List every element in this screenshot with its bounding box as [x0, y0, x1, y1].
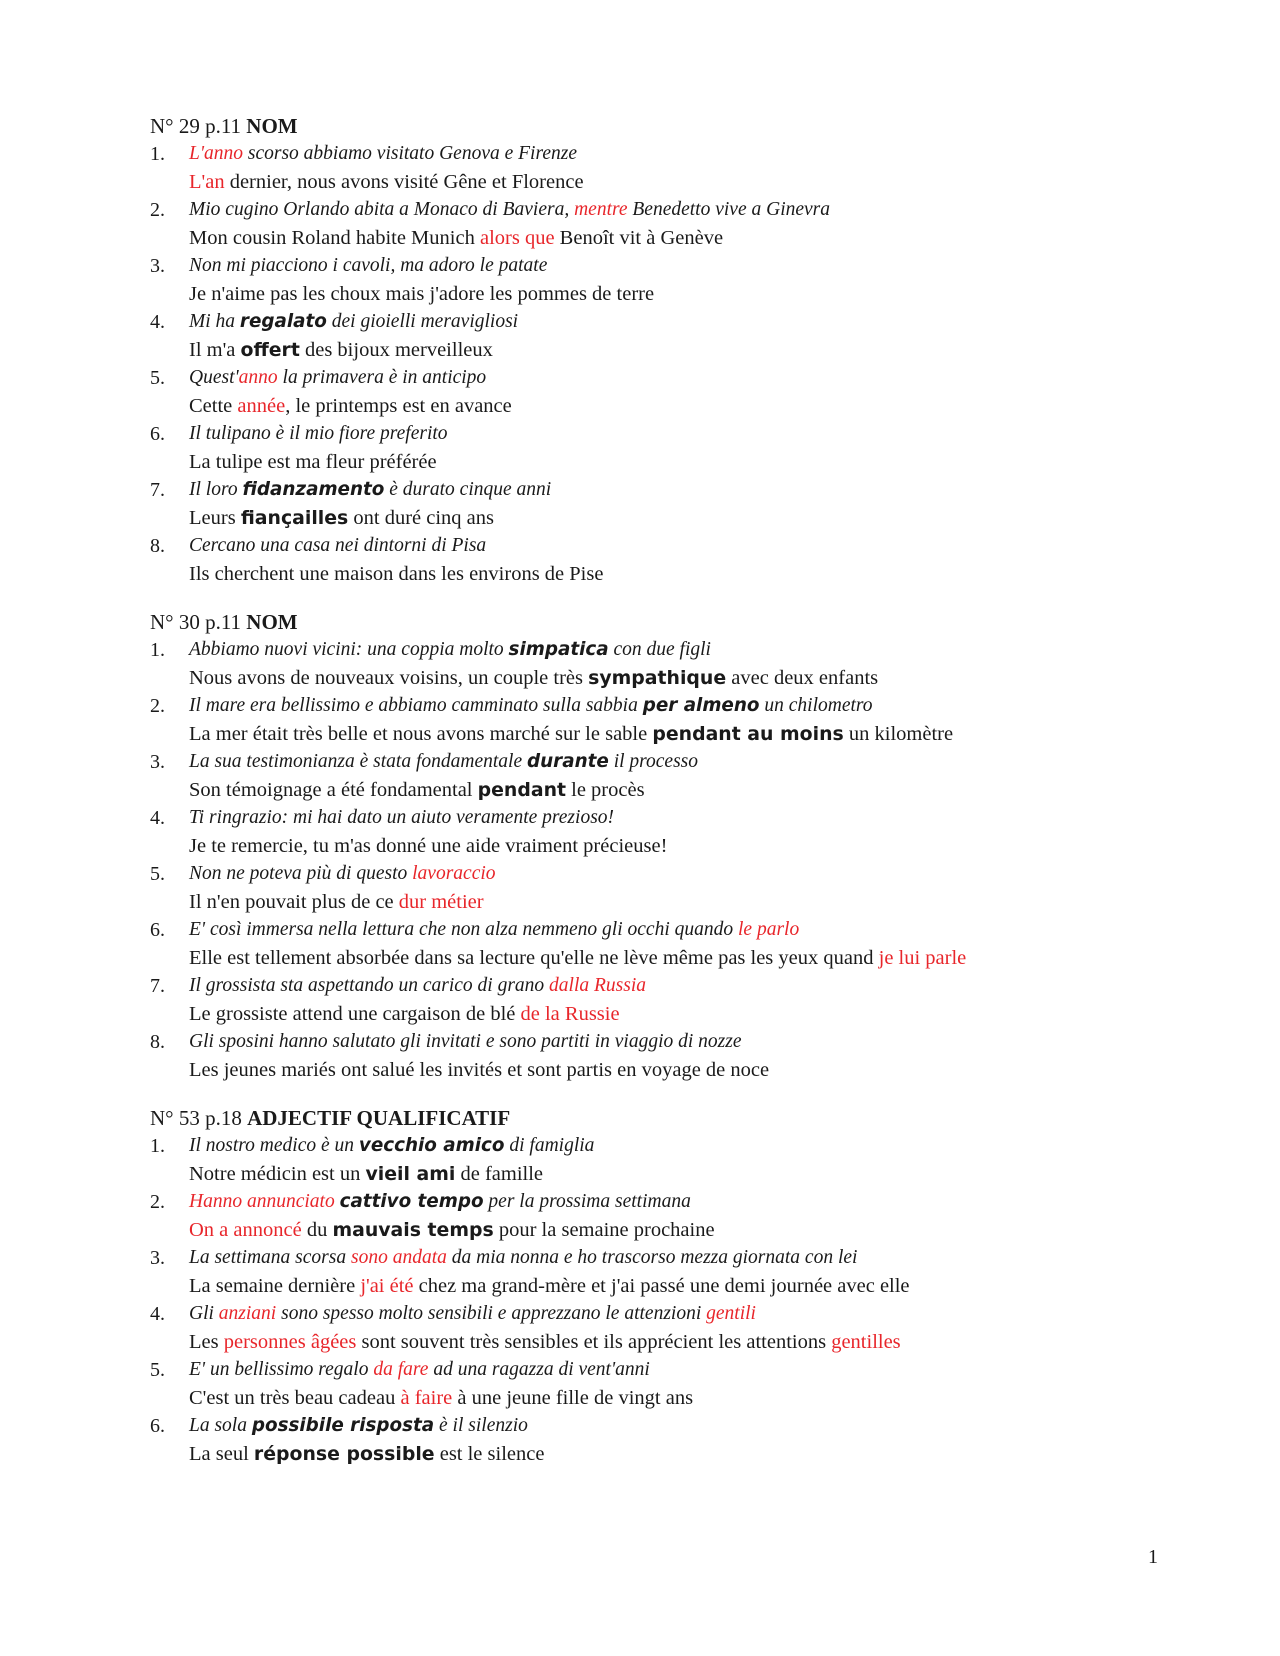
french-translation [189, 1328, 1210, 1356]
highlighted-phrase: le parlo [738, 919, 800, 940]
text-segment: Le grossiste attend une cargaison de blé [189, 1003, 521, 1025]
highlighted-phrase: Hanno annunciato [189, 1191, 335, 1212]
bold-phrase: fiançailles [240, 507, 349, 529]
italian-sentence [189, 252, 1210, 280]
italian-sentence [189, 1188, 1210, 1216]
highlighted-phrase: anno [238, 367, 278, 388]
text-segment: Les jeunes mariés ont salué les invités et sont partis en voyage de noce [189, 1059, 770, 1081]
section-header [150, 608, 1210, 636]
text-segment: Leurs [189, 507, 241, 529]
italian-sentence [189, 1300, 1210, 1328]
text-segment: Cette [189, 395, 238, 417]
exercise-item [150, 1356, 1210, 1412]
text-segment: Cercano una casa nei dintorni di Pisa [189, 535, 487, 556]
exercise-section [150, 112, 1210, 588]
section-header [150, 1104, 1210, 1132]
italian-sentence [189, 1028, 1210, 1056]
item-number: 3. [150, 255, 165, 277]
section-title: NOM [246, 610, 298, 634]
highlighted-phrase: de la Russie [520, 1003, 620, 1025]
french-translation [189, 1440, 1210, 1468]
section-reference: N° 53 p.18 [150, 1106, 248, 1130]
text-segment: la primavera è in anticipo [277, 367, 487, 388]
highlighted-phrase: dur métier [398, 891, 484, 913]
bold-phrase: regalato [239, 311, 327, 332]
text-segment: è il silenzio [434, 1415, 528, 1436]
item-number: 1. [150, 1135, 165, 1157]
item-number: 4. [150, 807, 165, 829]
text-segment: Notre médicin est un [189, 1163, 366, 1185]
exercise-item [150, 140, 1210, 196]
text-segment: Benedetto vive a Ginevra [627, 199, 831, 220]
bold-phrase: mauvais temps [332, 1219, 494, 1241]
exercise-item [150, 252, 1210, 308]
text-segment: Il tulipano è il mio fiore preferito [189, 423, 448, 444]
exercise-item [150, 860, 1210, 916]
text-segment: La mer était très belle et nous avons marché sur le sable [189, 723, 653, 745]
text-segment: Je n'aime pas les choux mais j'adore les pommes de terre [189, 283, 655, 305]
text-segment: sont souvent très sensibles et ils apprécient les attentions [356, 1331, 832, 1353]
text-segment: da mia nonna e ho trascorso mezza giornata con lei [446, 1247, 858, 1268]
bold-phrase: pendant au moins [652, 723, 844, 745]
exercise-item [150, 1244, 1210, 1300]
highlighted-phrase: mentre [574, 199, 628, 220]
exercise-item [150, 476, 1210, 532]
item-number: 7. [150, 479, 165, 501]
highlighted-phrase: anziani [218, 1303, 277, 1324]
text-segment: Mon cousin Roland habite Munich [189, 227, 480, 249]
french-translation [189, 168, 1210, 196]
text-segment: Gli [189, 1303, 219, 1324]
french-translation [189, 832, 1210, 860]
highlighted-phrase: sono andata [350, 1247, 447, 1268]
section-reference: N° 30 p.11 [150, 610, 247, 634]
french-translation [189, 448, 1210, 476]
item-number: 2. [150, 199, 165, 221]
highlighted-phrase: da fare [373, 1359, 429, 1380]
exercise-section [150, 608, 1210, 1084]
italian-sentence [189, 916, 1210, 944]
italian-sentence [189, 748, 1210, 776]
text-segment: La semaine dernière [189, 1275, 361, 1297]
exercise-item [150, 972, 1210, 1028]
text-segment: La settimana scorsa [189, 1247, 351, 1268]
text-segment: Il n'en pouvait plus de ce [189, 891, 399, 913]
item-number: 8. [150, 535, 165, 557]
italian-sentence [189, 1412, 1210, 1440]
bold-phrase: vieil ami [365, 1163, 456, 1185]
italian-sentence [189, 692, 1210, 720]
exercise-item [150, 196, 1210, 252]
item-number: 6. [150, 1415, 165, 1437]
exercise-item [150, 692, 1210, 748]
highlighted-phrase: L'an [189, 171, 225, 193]
french-translation [189, 1216, 1210, 1244]
text-segment: Nous avons de nouveaux voisins, un couple très [189, 667, 589, 689]
item-number: 8. [150, 1031, 165, 1053]
french-translation [189, 504, 1210, 532]
text-segment: Ti ringrazio: mi hai dato un aiuto veramente prezioso! [189, 807, 615, 828]
exercise-item [150, 420, 1210, 476]
text-segment: Son témoignage a été fondamental [189, 779, 478, 801]
bold-phrase: per almeno [642, 695, 760, 716]
italian-sentence [189, 860, 1210, 888]
french-translation [189, 224, 1210, 252]
highlighted-phrase: gentili [706, 1303, 756, 1324]
bold-phrase: durante [527, 751, 609, 772]
exercise-item [150, 1300, 1210, 1356]
text-segment: pour la semaine prochaine [493, 1219, 715, 1241]
text-segment: è durato cinque anni [384, 479, 552, 500]
french-translation [189, 720, 1210, 748]
text-segment: Il grossista sta aspettando un carico di grano [189, 975, 550, 996]
bold-phrase: réponse possible [253, 1443, 435, 1465]
italian-sentence [189, 804, 1210, 832]
bold-phrase: simpatica [508, 639, 609, 660]
item-number: 7. [150, 975, 165, 997]
text-segment: E' un bellissimo regalo [189, 1359, 374, 1380]
bold-phrase: offert [240, 339, 300, 361]
text-segment: Je te remercie, tu m'as donné une aide vraiment précieuse! [189, 835, 668, 857]
text-segment: ont duré cinq ans [348, 507, 495, 529]
french-translation [189, 1384, 1210, 1412]
text-segment: Il mare era bellissimo e abbiamo camminato sulla sabbia [189, 695, 643, 716]
french-translation [189, 1160, 1210, 1188]
bold-phrase: cattivo tempo [339, 1191, 484, 1212]
item-number: 3. [150, 1247, 165, 1269]
item-number: 2. [150, 695, 165, 717]
text-segment: con due figli [608, 639, 711, 660]
exercise-item [150, 636, 1210, 692]
text-segment: est le silence [434, 1443, 545, 1465]
text-segment: il processo [608, 751, 699, 772]
item-number: 6. [150, 423, 165, 445]
french-translation [189, 560, 1210, 588]
italian-sentence [189, 420, 1210, 448]
italian-sentence [189, 636, 1210, 664]
french-translation [189, 888, 1210, 916]
exercise-item [150, 1028, 1210, 1084]
italian-sentence [189, 476, 1210, 504]
text-segment: La sola [189, 1415, 252, 1436]
text-segment: Il m'a [189, 339, 241, 361]
text-segment: scorso abbiamo visitato Genova e Firenze [243, 143, 577, 164]
text-segment: un kilomètre [843, 723, 954, 745]
highlighted-phrase: lavoraccio [412, 863, 496, 884]
text-segment: Non mi piacciono i cavoli, ma adoro le patate [189, 255, 548, 276]
exercise-item [150, 1132, 1210, 1188]
italian-sentence [189, 308, 1210, 336]
text-segment: à une jeune fille de vingt ans [452, 1387, 694, 1409]
text-segment: , le printemps est en avance [285, 395, 512, 417]
french-translation [189, 280, 1210, 308]
text-segment: Quest' [189, 367, 239, 388]
item-number: 5. [150, 863, 165, 885]
exercise-section [150, 1104, 1210, 1468]
text-segment: Il loro [189, 479, 243, 500]
text-segment: Elle est tellement absorbée dans sa lecture qu'elle ne lève même pas les yeux quand [189, 947, 879, 969]
bold-phrase: fidanzamento [242, 479, 385, 500]
bold-phrase: vecchio amico [358, 1135, 505, 1156]
item-number: 2. [150, 1191, 165, 1213]
text-segment: de famille [455, 1163, 544, 1185]
italian-sentence [189, 532, 1210, 560]
item-number: 5. [150, 1359, 165, 1381]
text-segment: Les [189, 1331, 224, 1353]
french-translation [189, 1272, 1210, 1300]
section-title: ADJECTIF QUALIFICATIF [247, 1106, 511, 1130]
text-segment: C'est un très beau cadeau [189, 1387, 401, 1409]
text-segment: Mi ha [189, 311, 240, 332]
bold-phrase: sympathique [588, 667, 727, 689]
text-segment: le procès [566, 779, 645, 801]
exercise-item [150, 532, 1210, 588]
highlighted-phrase: L'anno [189, 143, 244, 164]
text-segment: per la prossima settimana [483, 1191, 691, 1212]
item-number: 4. [150, 1303, 165, 1325]
highlighted-phrase: On a annoncé [189, 1219, 302, 1241]
text-segment: avec deux enfants [726, 667, 879, 689]
text-segment: Mio cugino Orlando abita a Monaco di Baviera, [189, 199, 575, 220]
page-number: 1 [1148, 1546, 1158, 1568]
highlighted-phrase: à faire [400, 1387, 453, 1409]
section-header [150, 112, 1210, 140]
exercise-item [150, 364, 1210, 420]
text-segment: chez ma grand-mère et j'ai passé une demi journée avec elle [413, 1275, 910, 1297]
text-segment: Abbiamo nuovi vicini: una coppia molto [189, 639, 509, 660]
exercise-item [150, 1412, 1210, 1468]
text-segment: La sua testimonianza è stata fondamentale [189, 751, 527, 772]
text-segment: dernier, nous avons visité Gêne et Florence [224, 171, 584, 193]
text-segment: Gli sposini hanno salutato gli invitati e sono partiti in viaggio di nozze [189, 1031, 742, 1052]
highlighted-phrase: j'ai été [360, 1275, 414, 1297]
item-number: 4. [150, 311, 165, 333]
bold-phrase: possibile risposta [251, 1415, 435, 1436]
item-number: 3. [150, 751, 165, 773]
italian-sentence [189, 1244, 1210, 1272]
exercise-item [150, 916, 1210, 972]
text-segment: des bijoux merveilleux [299, 339, 493, 361]
text-segment: ad una ragazza di vent'anni [428, 1359, 650, 1380]
item-number: 6. [150, 919, 165, 941]
exercise-item [150, 804, 1210, 860]
french-translation [189, 776, 1210, 804]
italian-sentence [189, 196, 1210, 224]
text-segment: du [301, 1219, 333, 1241]
exercise-item [150, 308, 1210, 364]
highlighted-phrase: année [237, 395, 286, 417]
french-translation [189, 664, 1210, 692]
italian-sentence [189, 1132, 1210, 1160]
highlighted-phrase: gentilles [831, 1331, 901, 1353]
highlighted-phrase: personnes âgées [223, 1331, 357, 1353]
italian-sentence [189, 972, 1210, 1000]
text-segment: sono spesso molto sensibili e apprezzano le attenzioni [276, 1303, 707, 1324]
highlighted-phrase: dalla Russia [549, 975, 647, 996]
text-segment: Benoît vit à Genève [554, 227, 724, 249]
text-segment: un chilometro [759, 695, 873, 716]
text-segment: E' così immersa nella lettura che non alza nemmeno gli occhi quando [189, 919, 738, 940]
text-segment: dei gioielli meravigliosi [326, 311, 519, 332]
french-translation [189, 336, 1210, 364]
item-number: 1. [150, 143, 165, 165]
item-number: 1. [150, 639, 165, 661]
item-number: 5. [150, 367, 165, 389]
section-reference: N° 29 p.11 [150, 114, 247, 138]
italian-sentence [189, 364, 1210, 392]
section-title: NOM [246, 114, 298, 138]
bold-phrase: pendant [477, 779, 567, 801]
text-segment: di famiglia [504, 1135, 595, 1156]
highlighted-phrase: alors que [479, 227, 555, 249]
french-translation [189, 1000, 1210, 1028]
italian-sentence [189, 1356, 1210, 1384]
french-translation [189, 1056, 1210, 1084]
text-segment: La seul [189, 1443, 254, 1465]
text-segment: Il nostro medico è un [189, 1135, 359, 1156]
french-translation [189, 392, 1210, 420]
text-segment: La tulipe est ma fleur préférée [189, 451, 437, 473]
exercise-item [150, 748, 1210, 804]
text-segment: Non ne poteva più di questo [189, 863, 413, 884]
exercise-item [150, 1188, 1210, 1244]
text-segment: Ils cherchent une maison dans les environs de Pise [189, 563, 604, 585]
highlighted-phrase: je lui parle [878, 947, 967, 969]
italian-sentence [189, 140, 1210, 168]
french-translation [189, 944, 1210, 972]
exercise-content [150, 112, 1210, 1488]
